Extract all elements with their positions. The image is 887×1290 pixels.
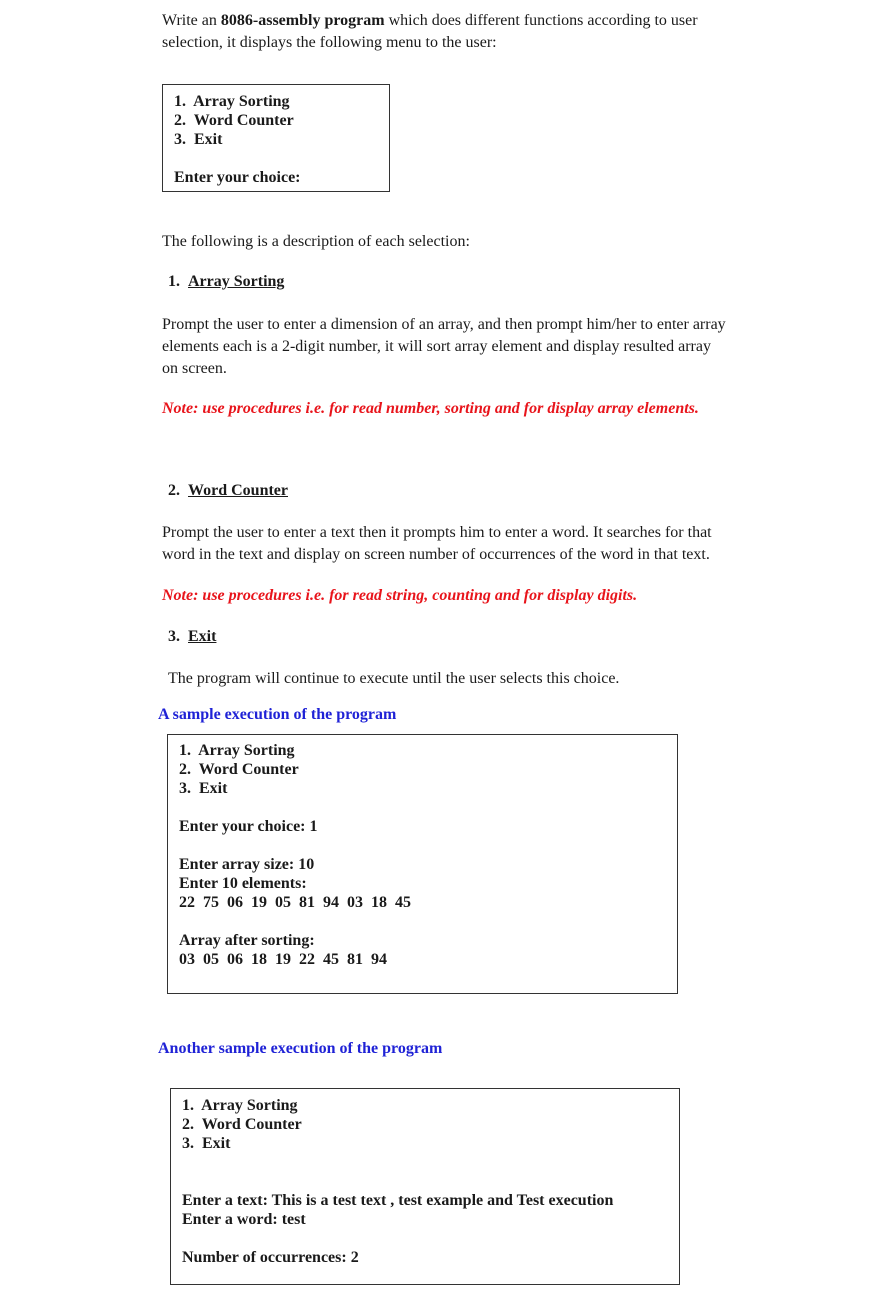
section2-title: Word Counter: [188, 482, 288, 499]
sample2-menu-item-1: 1. Array Sorting: [182, 1097, 298, 1114]
sample2-text-input: Enter a text: This is a test text , test example and Test execution: [182, 1192, 614, 1209]
sample1-sorted-label: Array after sorting:: [179, 932, 315, 949]
sample1-elements-label: Enter 10 elements:: [179, 875, 307, 892]
menu-item-word-counter: 2. Word Counter: [174, 112, 294, 129]
menu-prompt: Enter your choice:: [174, 169, 301, 186]
sample1-heading: A sample execution of the program: [158, 706, 397, 723]
section2-heading: 2. Word Counter: [168, 482, 288, 499]
menu-box: [162, 84, 390, 192]
sample2-result: Number of occurrences: 2: [182, 1249, 359, 1266]
sample1-menu-item-2: 2. Word Counter: [179, 761, 299, 778]
sample1-size: Enter array size: 10: [179, 856, 315, 873]
sample2-menu-item-2: 2. Word Counter: [182, 1116, 302, 1133]
section1-note: Note: use procedures i.e. for read number, sorting and for display array elements.: [162, 400, 699, 417]
section2-note: Note: use procedures i.e. for read string, counting and for display digits.: [162, 587, 638, 604]
sample1-sorted: 03 05 06 18 19 22 45 81 94: [179, 951, 387, 968]
sample1-menu-item-3: 3. Exit: [179, 780, 228, 797]
section1-heading: 1. Array Sorting: [168, 273, 285, 290]
sample2-box: [170, 1088, 680, 1285]
sample1-choice: Enter your choice: 1: [179, 818, 318, 835]
menu-item-array-sorting: 1. Array Sorting: [174, 93, 290, 110]
sample2-heading: Another sample execution of the program: [158, 1040, 443, 1057]
section3-heading: 3. Exit: [168, 628, 217, 645]
intro-line-1: Write an 8086-assembly program which does different functions according to user: [162, 12, 698, 29]
sample1-box: [167, 734, 678, 994]
section2-paragraph: Prompt the user to enter a text then it prompts him to enter a word. It searches for that word in the text and display on screen number of occurrences of the word in that text.: [162, 524, 712, 563]
section3-title: Exit: [188, 628, 217, 645]
section3-paragraph: The program will continue to execute until the user selects this choice.: [168, 670, 620, 687]
section1-title: Array Sorting: [188, 273, 285, 290]
menu-item-exit: 3. Exit: [174, 131, 223, 148]
sample2-menu-item-3: 3. Exit: [182, 1135, 231, 1152]
intro-line-2: selection, it displays the following menu to the user:: [162, 34, 497, 51]
section1-paragraph: Prompt the user to enter a dimension of an array, and then prompt him/her to enter array elements each is a 2-digit number, it will sort array element and display resulted array on screen.: [162, 316, 726, 377]
intro-paragraph: [162, 10, 782, 54]
sample1-elements: 22 75 06 19 05 81 94 03 18 45: [179, 894, 411, 911]
sample1-menu-item-1: 1. Array Sorting: [179, 742, 295, 759]
sample2-word-input: Enter a word: test: [182, 1211, 306, 1228]
intro-bold: 8086-assembly program: [220, 12, 385, 29]
description-intro: The following is a description of each selection:: [162, 233, 470, 250]
